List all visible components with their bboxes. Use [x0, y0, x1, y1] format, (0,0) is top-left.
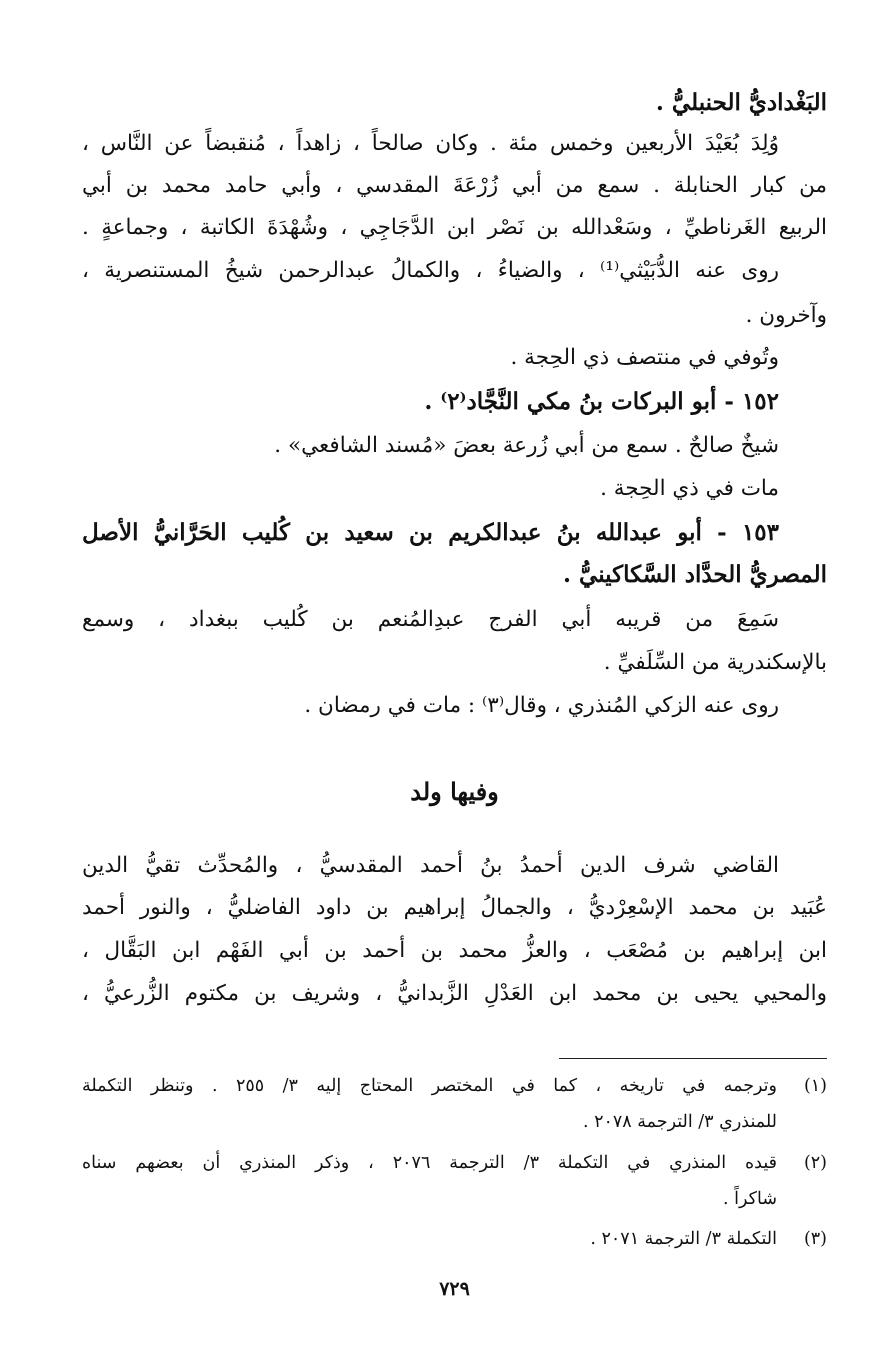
footnote-2-continuation	[82, 1183, 827, 1215]
body-line: الربيع الغَرناطيِّ ، وسَعْدالله بن نَصْر ابن الدَّجَاجِي ، وشُهْدَةَ الكاتبة ، وجماعةٍ .	[82, 215, 827, 240]
body-line: سَمِعَ من قريبه أبي الفرج عبدِالمُنعم بن كُليب ببغداد ، وسمع	[82, 607, 779, 632]
page-number: ٧٢٩	[439, 1278, 470, 1300]
footnote-number: (١)	[803, 1076, 827, 1096]
footnote-3	[82, 1223, 827, 1255]
footnote-number: (٢)	[803, 1153, 827, 1173]
footnote-divider	[559, 1058, 827, 1059]
footnote-2	[82, 1147, 827, 1179]
footnote-text: للمنذري ٣/ الترجمة ٢٠٧٨ .	[582, 1112, 777, 1132]
body-line: من كبار الحنابلة . سمع من أبي زُرْعَةَ المقدسي ، وأبي حامد محمد بن أبي	[82, 173, 827, 198]
footnote-number: (٣)	[803, 1229, 827, 1249]
section-line: ابن إبراهيم بن مُصْعَب ، والعزُّ محمد بن أحمد بن أبي الفَهْم ابن البَقَّال ،	[82, 938, 827, 963]
footnote-1	[82, 1070, 827, 1102]
body-line: وآخرون .	[745, 303, 827, 328]
body-line: وُلِدَ بُعَيْدَ الأربعين وخمس مئة . وكان صالحاً ، زاهداً ، مُنقبضاً عن النَّاس ،	[82, 131, 779, 156]
body-line: مات في ذي الحِجة .	[600, 476, 779, 501]
footnote-text: التكملة ٣/ الترجمة ٢٠٧١ .	[590, 1229, 777, 1249]
section-line: والمحيي يحيى بن محمد ابن العَدْلِ الزَّبدانيُّ ، وشريف بن مكتوم الزُّرعيُّ ،	[82, 981, 827, 1006]
footnote-text: وترجمه في تاريخه ، كما في المختصر المحتاج إليه ٣/ ٢٥٥ . وتنظر التكملة	[82, 1076, 777, 1096]
body-line: شيخٌ صالحٌ . سمع من أبي زُرعة بعضَ «مُسند الشافعي» .	[274, 433, 779, 458]
document-page	[82, 84, 827, 1314]
footnote-1-continuation	[82, 1106, 827, 1138]
entry-heading-152: ١٥٢ - أبو البركات بنُ مكي النَّجَّاد⁽٢⁾ .	[424, 388, 779, 415]
body-line: وتُوفي في منتصف ذي الحِجة .	[510, 345, 779, 370]
section-line: القاضي شرف الدين أحمدُ بنُ أحمد المقدسيُّ ، والمُحدِّث تقيُّ الدين	[82, 853, 779, 878]
footnote-text: قيده المنذري في التكملة ٣/ الترجمة ٢٠٧٦ ، وذكر المنذري أن بعضهم سناه	[82, 1153, 777, 1173]
body-line: روى عنه الزكي المُنذري ، وقال⁽٣⁾ : مات في رمضان .	[304, 693, 779, 718]
entry-heading-153-continuation: المصريُّ الحدَّاد السَّكاكينيُّ .	[563, 561, 827, 588]
entry-heading-153: ١٥٣ - أبو عبدالله بنُ عبدالكريم بن سعيد بن كُليب الحَرَّانيُّ الأصل	[82, 519, 779, 546]
entry-title-continuation: البَغْداديُّ الحنبليُّ .	[655, 89, 827, 116]
body-line: بالإسكندرية من السِّلَفيِّ .	[603, 650, 827, 675]
footnote-text: شاكراً .	[723, 1189, 777, 1209]
section-line: عُبَيد بن محمد الإسْعِرْديُّ ، والجمالُ إبراهيم بن داود الفاضليُّ ، والنور أحمد	[82, 895, 827, 920]
section-heading: وفيها ولد	[410, 777, 499, 806]
body-line: روى عنه الدُّبَيْثي⁽¹⁾ ، والضياءُ ، والكمالُ عبدالرحمن شيخُ المستنصرية ،	[82, 258, 779, 283]
